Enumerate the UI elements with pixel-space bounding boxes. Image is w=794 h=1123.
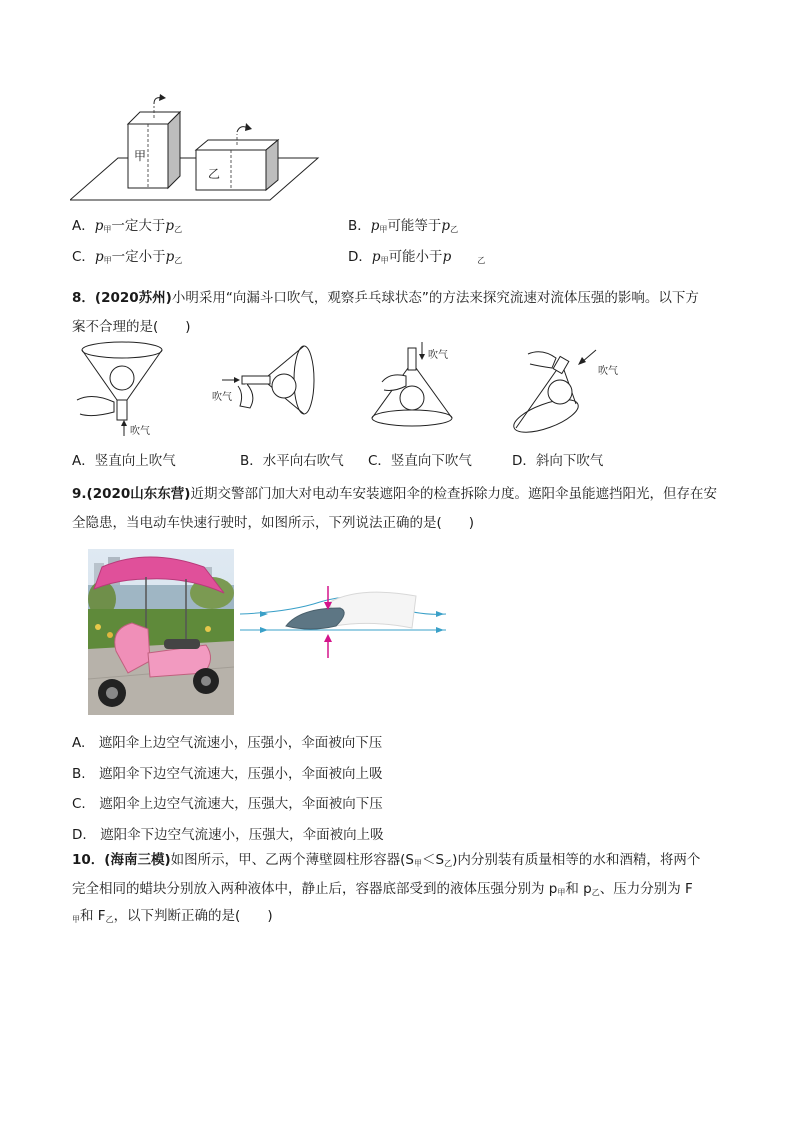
q8-number: 8． <box>72 290 95 306</box>
q8-figure-a <box>77 342 162 437</box>
q8-option-c: C．竖直向下吹气 <box>368 453 472 469</box>
q8-option-a: A．竖直向上吹气 <box>72 453 176 469</box>
q7-label-yi: 乙 <box>208 167 221 181</box>
q8-source: (2020苏州) <box>94 290 172 306</box>
q10-stem-line2: 完全相同的蜡块分别放入两种液体中，静止后，容器底部受到的液体压强分别为 $p_甲$和 $p_乙$、压力分别为 F <box>72 881 693 897</box>
q9-option-d: D. 遮阳伞下边空气流速小，压强大，伞面被向上吸 <box>72 827 384 843</box>
q8-option-d: D．斜向下吹气 <box>512 453 604 469</box>
q8-figure-d <box>510 350 618 439</box>
q9-airflow-diagram <box>240 582 450 662</box>
q9-source: (2020山东东营) <box>86 486 191 502</box>
q9-option-b: B. 遮阳伞下边空气流速大，压强小，伞面被向上吸 <box>72 766 383 782</box>
q8-figure-b <box>212 346 314 414</box>
q8-option-b: B．水平向右吹气 <box>240 453 344 469</box>
q8-figure-c <box>372 342 452 426</box>
q8-stem-line2: 案不合理的是( ) <box>72 319 191 335</box>
q10-source: (海南三模) <box>104 852 171 868</box>
q9-number: 9. <box>72 486 87 502</box>
q8-fig-d-label: 吹气 <box>598 366 618 377</box>
q9-stem-line1: 9.(2020山东东营)近期交警部门加大对电动车安装遮阳伞的检查拆除力度。遮阳伞虽能遮挡阳光，但存在安 <box>72 486 717 502</box>
q7-option-a: A．$p_甲$一定大于$p_乙$ <box>72 218 183 234</box>
q7-option-c: C．$p_甲$一定小于$p_乙$ <box>72 249 183 265</box>
q8-fig-c-label: 吹气 <box>428 350 448 361</box>
q9-option-a: A. 遮阳伞上边空气流速小，压强小，伞面被向下压 <box>72 735 383 751</box>
q9-stem-line2: 全隐患，当电动车快速行驶时，如图所示，下列说法正确的是( ) <box>72 515 475 531</box>
q7-option-b: B．$p_甲$可能等于$p_乙$ <box>348 218 459 234</box>
q10-stem-line3: $_甲$和 $F_乙$，以下判断正确的是( ) <box>72 908 273 924</box>
q8-fig-b-label: 吹气 <box>212 392 232 403</box>
q7-option-d: D．$p_甲$可能小于p $_乙$ <box>348 249 486 265</box>
q8-stem-line1: 8．(2020苏州)小明采用“向漏斗口吹气，观察乒乓球状态”的方法来探究流速对流体压强的影响。以下方 <box>72 290 699 306</box>
q9-scooter-photo <box>88 549 234 715</box>
q10-stem-line1: 10．(海南三模)如图所示，甲、乙两个薄壁圆柱形容器$(S_甲<S_乙)$内分别装有质量相等的水和酒精，将两个 <box>72 852 701 868</box>
q9-option-c: C. 遮阳伞上边空气流速大，压强大，伞面被向下压 <box>72 796 383 812</box>
q8-funnel-figures <box>72 340 652 440</box>
q8-fig-a-label: 吹气 <box>130 426 150 437</box>
q7-label-jia: 甲 <box>134 149 147 163</box>
q7-blocks-figure <box>70 88 330 204</box>
q10-number: 10． <box>72 852 105 868</box>
